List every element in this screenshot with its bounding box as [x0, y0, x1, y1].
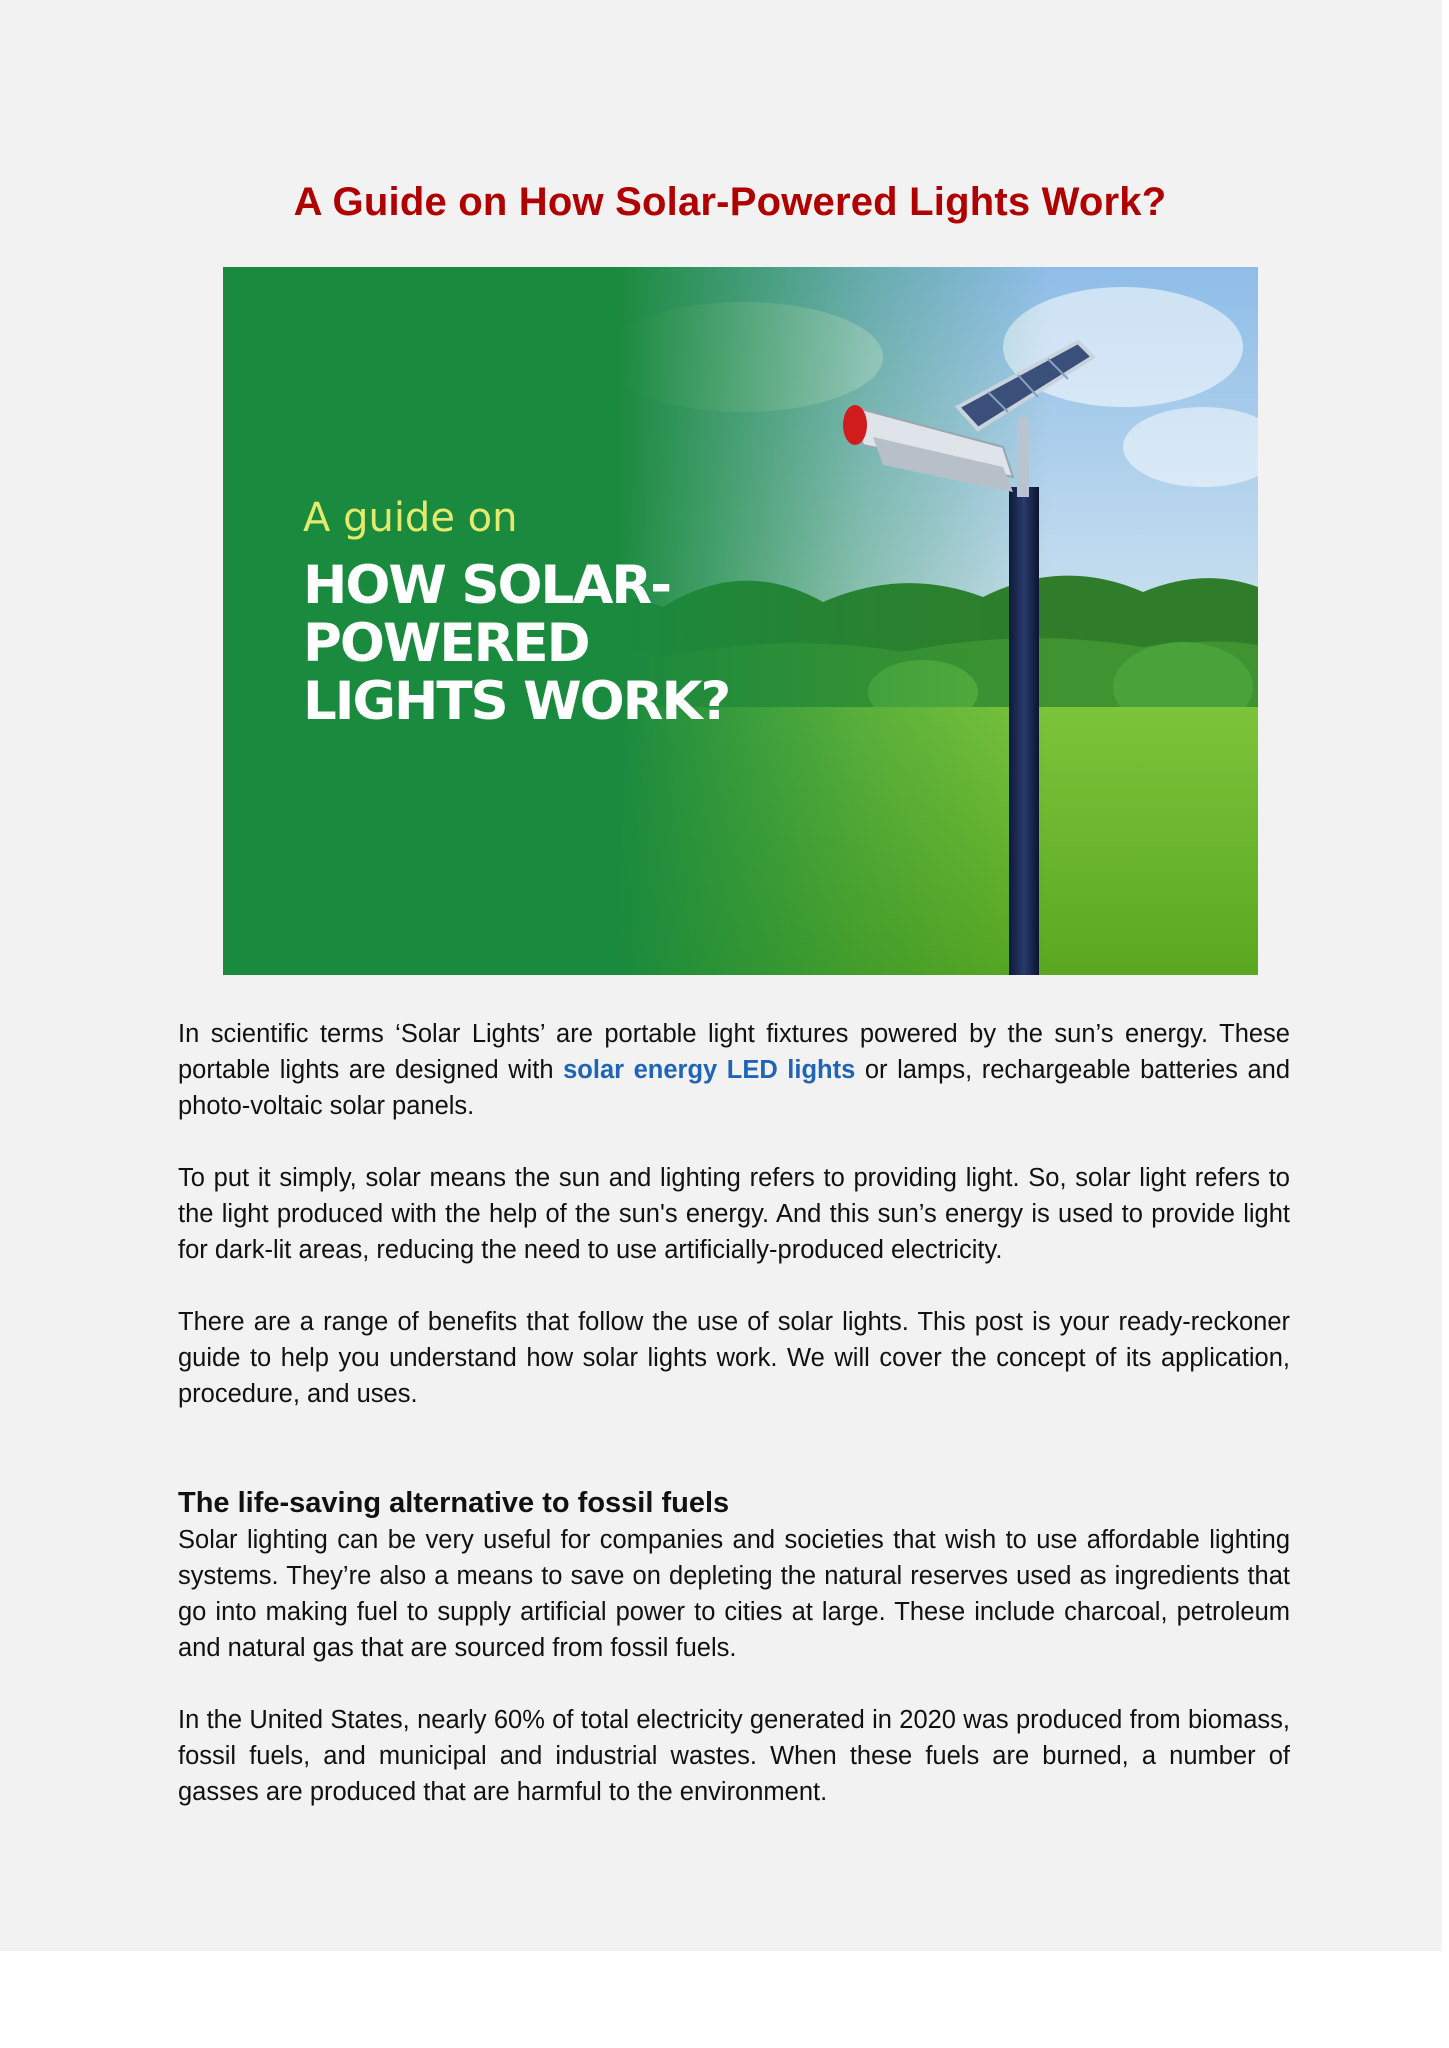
- section-paragraph-2: In the United States, nearly 60% of total electricity generated in 2020 was produced from biomass, fossil fuels, and municipal and industrial wastes. When these fuels are burned, a number of gasses are produced that are harmful to the environment.: [178, 1706, 1290, 1806]
- hero-headline: HOW SOLAR- POWERED LIGHTS WORK?: [303, 555, 730, 732]
- benefits-paragraph: There are a range of benefits that follow the use of solar lights. This post is your ready-reckoner guide to help you understand how solar lights work. We will cover the concept of its application, procedure, and uses.: [178, 1308, 1290, 1408]
- intro-text-start: In scientific terms ‘Solar Lights’ are portable light fixtures powered by the sun’s energy. These portable lights are designed with: [178, 1020, 1290, 1084]
- solar-led-lights-link[interactable]: solar energy LED lights: [563, 1056, 856, 1084]
- section-heading: The life-saving alternative to fossil fuels: [178, 1487, 730, 1519]
- hero-caption: [303, 495, 729, 731]
- page-title: A Guide on How Solar-Powered Lights Work?: [293, 180, 1167, 224]
- intro-text-end: or lamps, rechargeable batteries and photo-voltaic solar panels.: [178, 1056, 1291, 1120]
- hero-subtitle: A guide on: [303, 495, 518, 541]
- definition-paragraph: To put it simply, solar means the sun and lighting refers to providing light. So, solar light refers to the light produced with the help of the sun's energy. And this sun’s energy is used to provide light for dark-lit areas, reducing the need to use artificially-produced electricity.: [178, 1164, 1290, 1264]
- intro-paragraph: [178, 1016, 1290, 1124]
- article-body: [178, 1016, 1290, 1846]
- hero-image: [223, 267, 1258, 975]
- section-paragraph-1: Solar lighting can be very useful for companies and societies that wish to use affordable lighting systems. They’re also a means to save on depleting the natural reserves used as ingredients that go into making fuel to supply artificial power to cities at large. These include charcoal, petroleum and natural gas that are sourced from fossil fuels.: [178, 1526, 1290, 1662]
